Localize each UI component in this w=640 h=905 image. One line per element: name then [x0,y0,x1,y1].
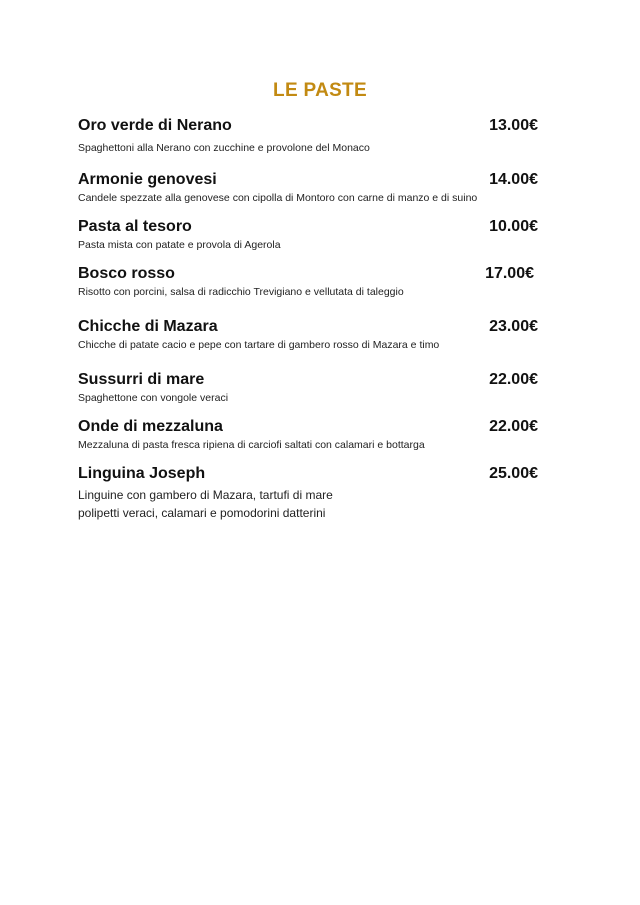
dish-name: Oro verde di Nerano [78,117,232,134]
menu-item [78,170,538,206]
dish-price: 22.00€ [489,418,538,435]
dish-price: 17.00€ [485,265,534,282]
menu-item [78,464,538,522]
dish-description: Spaghettoni alla Nerano con zucchine e provolone del Monaco [78,142,370,154]
dish-description: Risotto con porcini, salsa di radicchio Trevigiano e vellutata di taleggio [78,286,404,298]
dish-price: 23.00€ [489,318,538,335]
menu-item [78,417,538,453]
dish-name: Linguina Joseph [78,465,206,482]
dish-description: Spaghettone con vongole veraci [78,392,229,404]
dish-price: 25.00€ [489,465,538,482]
dish-price: 22.00€ [489,371,538,388]
dish-description: Candele spezzate alla genovese con cipolla di Montoro con carne di manzo e di suino [78,192,478,204]
dish-name: Armonie genovesi [78,171,217,188]
dish-name: Chicche di Mazara [78,318,218,335]
menu-item [78,217,538,253]
dish-description: Chicche di patate cacio e pepe con tartare di gambero rosso di Mazara e timo [78,339,440,351]
menu-item [78,116,538,156]
dish-description: polipetti veraci, calamari e pomodorini datterini [78,506,326,520]
dish-name: Onde di mezzaluna [78,418,223,435]
dish-name: Bosco rosso [78,265,175,282]
menu-title: LE PASTE [273,80,367,101]
dish-name: Pasta al tesoro [78,218,192,235]
menu-item [78,370,538,406]
dish-description: Linguine con gambero di Mazara, tartufi di mare [78,488,333,502]
menu-item [78,264,538,300]
menu-item [78,317,538,353]
dish-price: 14.00€ [489,171,538,188]
dish-name: Sussurri di mare [78,371,205,388]
dish-description: Mezzaluna di pasta fresca ripiena di carciofi saltati con calamari e bottarga [78,439,425,451]
dish-price: 10.00€ [489,218,538,235]
dish-price: 13.00€ [489,117,538,134]
dish-description: Pasta mista con patate e provola di Agerola [78,239,281,251]
